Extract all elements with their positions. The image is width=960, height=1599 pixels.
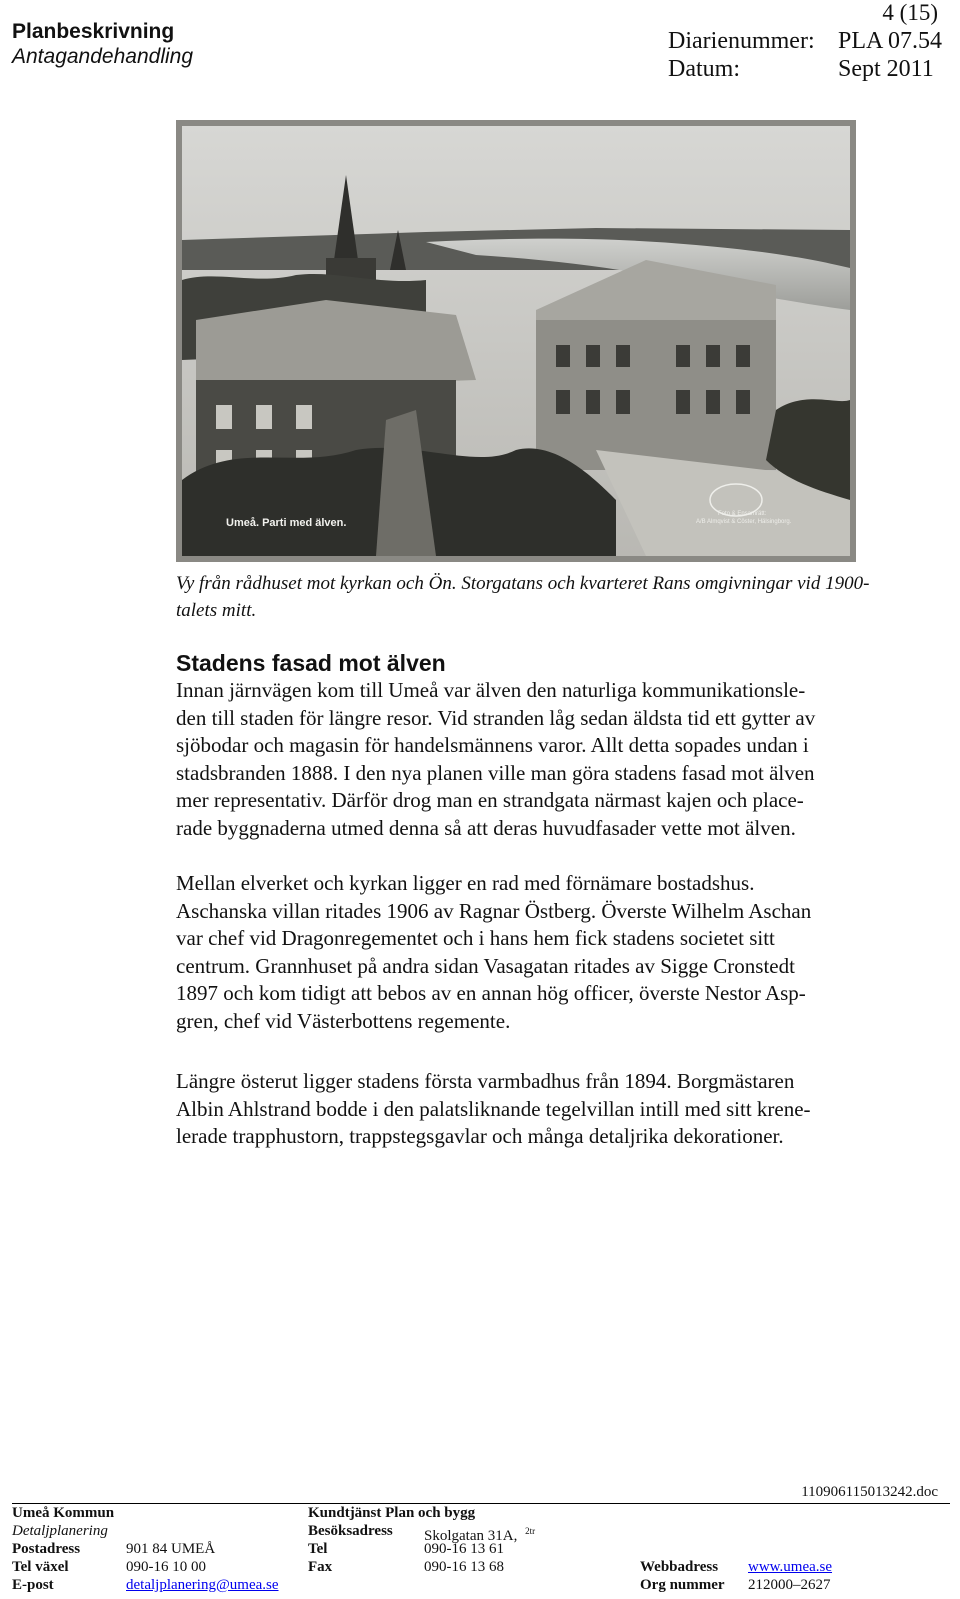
paragraph-line: Albin Ahlstrand bodde i den palatsliknande tegelvillan intill med sitt krene- — [176, 1096, 811, 1121]
paragraph-line: centrum. Grannhuset på andra sidan Vasagatan ritades av Sigge Cronstedt — [176, 953, 795, 978]
paragraph-line: Innan järnvägen kom till Umeå var älven den naturliga kommunikationsle- — [176, 678, 806, 702]
datum-label: Datum: — [668, 56, 740, 82]
paragraph-line: gren, chef vid Västerbottens regemente. — [176, 1008, 511, 1033]
footer-webbadress-label: Webbadress — [640, 1559, 719, 1575]
footer-epost-label: E-post — [12, 1577, 54, 1593]
paragraph-line: sjöbodar och magasin för handelsmännens varor. Allt detta sopades undan i — [176, 733, 809, 757]
footer-org-name: Umeå Kommun — [12, 1505, 115, 1521]
section-heading: Stadens fasad mot älven — [176, 650, 446, 676]
stamp-text-2: A/B Almqvist & Cöster, Hälsingborg. — [696, 519, 792, 525]
footer-tel-vaxel-label: Tel växel — [12, 1559, 69, 1575]
paragraph-3 — [176, 1068, 936, 1151]
footer-postadress-value: 901 84 UMEÅ — [126, 1541, 216, 1557]
photo-inscription: Umeå. Parti med älven. — [226, 517, 347, 529]
footer-divider — [12, 1503, 950, 1504]
paragraph-line: lerade trapphustorn, trappstegsgavlar och många detaljrika dekorationer. — [176, 1124, 784, 1148]
footer-tel-label: Tel — [308, 1541, 328, 1557]
paragraph-line: stadsbranden 1888. I den nya planen ville man göra stadens fasad mot älven — [176, 760, 815, 785]
paragraph-line: Aschanska villan ritades 1906 av Ragnar Östberg. Överste Wilhelm Aschan — [176, 898, 812, 923]
footer-orgnummer-value: 212000–2627 — [748, 1577, 831, 1593]
footer-tel-value: 090-16 13 61 — [424, 1541, 504, 1557]
paragraph-line: mer representativ. Därför drog man en strandgata närmast kajen och place- — [176, 788, 804, 812]
diarienummer-value: PLA 07.54 — [838, 28, 943, 54]
footer-webbadress-link[interactable]: www.umea.se — [748, 1559, 833, 1575]
footer-besoksadress-street: Skolgatan 31A, — [424, 1528, 518, 1544]
page-number: 4 (15) — [882, 0, 938, 25]
paragraph-1 — [176, 677, 936, 842]
footer-filename: 110906115013242.doc — [801, 1484, 938, 1500]
paragraph-line: 1897 och kom tidigt att bebos av en annan hög officer, överste Nestor Asp- — [176, 981, 806, 1005]
paragraph-line: rade byggnaderna utmed denna så att deras huvudfasader vette mot älven. — [176, 815, 796, 840]
footer-service-name: Kundtjänst Plan och bygg — [308, 1505, 476, 1521]
footer-postadress-label: Postadress — [12, 1541, 81, 1557]
footer-fax-label: Fax — [308, 1559, 333, 1575]
paragraph-2 — [176, 870, 936, 1035]
photo-caption — [176, 570, 916, 624]
footer-orgnummer-label: Org nummer — [640, 1577, 725, 1593]
stamp-text-1: Foto & Ensamrätt: — [718, 511, 767, 517]
datum-value: Sept 2011 — [838, 56, 934, 82]
footer-tel-vaxel-value: 090-16 10 00 — [126, 1559, 206, 1575]
paragraph-line: Längre österut ligger stadens första varmbadhus från 1894. Borgmästaren — [176, 1069, 795, 1093]
diarienummer-label: Diarienummer: — [668, 28, 815, 54]
document-type: Planbeskrivning — [12, 20, 175, 43]
footer-besoksadress-floor: 2tr — [525, 1526, 536, 1536]
footer-fax-value: 090-16 13 68 — [424, 1559, 504, 1575]
paragraph-line: Mellan elverket och kyrkan ligger en rad med förnämare bostadshus. — [176, 871, 755, 895]
footer-epost-link[interactable]: detaljplanering@umea.se — [126, 1577, 279, 1593]
caption-line: talets mitt. — [176, 600, 257, 621]
caption-line: Vy från rådhuset mot kyrkan och Ön. Storgatans och kvarteret Rans omgivningar vid 1900- — [176, 573, 870, 594]
paragraph-line: den till staden för längre resor. Vid stranden låg sedan äldsta tid ett gytter av — [176, 705, 816, 730]
historical-photo — [176, 120, 856, 562]
footer-besoksadress-label: Besöksadress — [308, 1523, 393, 1539]
footer-department: Detaljplanering — [12, 1523, 108, 1539]
paragraph-line: var chef vid Dragonregementet och i hans hem fick stadens societet sitt — [176, 926, 775, 950]
document-stage: Antagandehandling — [12, 45, 194, 68]
